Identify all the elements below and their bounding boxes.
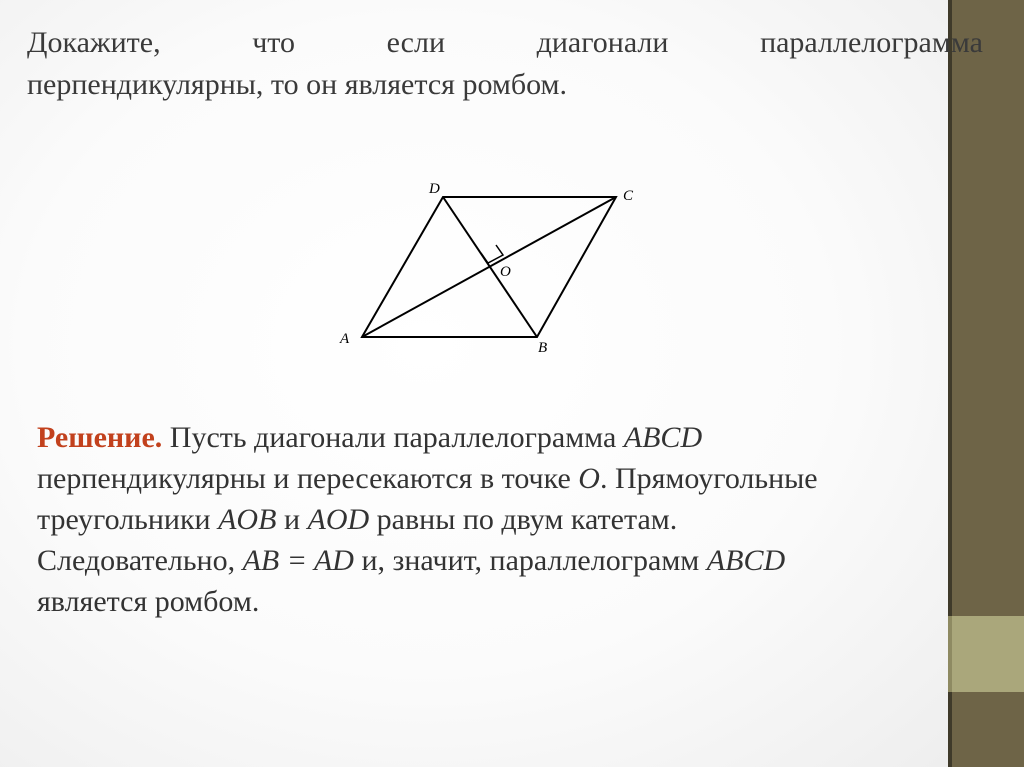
solution-text-run: и [276, 503, 308, 536]
math-expression: AOD [307, 503, 370, 536]
solution-line-3 [37, 499, 937, 540]
solution-text-run: Следовательно, [37, 544, 243, 577]
vertex-label-c: C [623, 188, 634, 204]
solution-text-run: перпендикулярны и пересекаются в точке [37, 462, 579, 495]
solution-text-run: равны по двум катетам. [369, 503, 678, 536]
solution-line-5 [37, 581, 937, 622]
vertex-label-a: A [340, 331, 350, 347]
vertex-label-d: D [429, 181, 440, 197]
decorative-sidebar [948, 0, 1024, 767]
vertex-label-b: B [538, 340, 548, 356]
solution-line-1 [37, 417, 937, 458]
problem-word: если [386, 26, 446, 59]
solution-text-run: и, значит, параллелограмм [353, 544, 707, 577]
problem-line-1 [27, 22, 983, 64]
math-expression: ABCD [623, 421, 703, 454]
rhombus-diagram [330, 170, 660, 360]
solution-text-run: является ромбом. [37, 585, 260, 618]
solution-text-run: Пусть диагонали параллелограмма [162, 421, 624, 454]
problem-word: что [252, 26, 296, 59]
math-expression: O [578, 462, 600, 495]
math-expression: ABCD [706, 544, 786, 577]
problem-word: Докажите, [27, 26, 161, 59]
problem-word: диагонали [536, 26, 669, 59]
solution-line-2 [37, 458, 937, 499]
solution-label: Решение. [37, 421, 163, 454]
problem-statement [27, 22, 983, 106]
diagonal-bd [443, 197, 537, 337]
math-expression: AB = AD [242, 544, 354, 577]
solution-text-run: . Прямоугольные [599, 462, 818, 495]
solution-text-run: треугольники [37, 503, 219, 536]
sidebar-light-block [952, 616, 1024, 692]
center-label-o: O [500, 264, 511, 280]
solution-text [37, 417, 937, 622]
problem-line-2: перпендикулярны, то он является ромбом. [27, 68, 568, 101]
solution-line-4 [37, 540, 937, 581]
math-expression: AOB [218, 503, 277, 536]
problem-word: параллелограмма [760, 26, 983, 59]
